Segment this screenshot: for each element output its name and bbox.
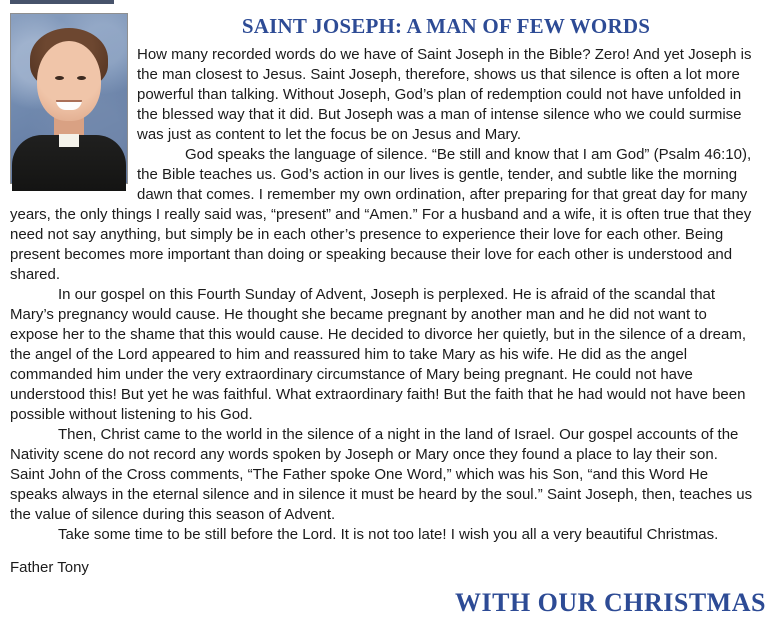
paragraph-5: Take some time to be still before the Lord. It is not too late! I wish you all a very beautiful Christmas. xyxy=(58,526,719,543)
photo-eye-left xyxy=(55,76,64,80)
priest-portrait-photo xyxy=(10,13,128,184)
paragraph-3: In our gospel on this Fourth Sunday of Advent, Joseph is perplexed. He is afraid of the scandal that Mary’s pregnancy would cause. He thought she became pregnant by another man and he did not want to expose her to the shame that this would cause. He decided to divorce her quietly, but in the silence of a dream, the angel of the Lord appeared to him and reassured him to take Mary as his wife. He did as the angel commanded him under the very extraordinary circumstance of Mary being pregnant. He could not have understood this! But yet he was faithful. What extraordinary faith! But the faith that he had would not have been possible without listening to his God. xyxy=(10,286,746,423)
photo-clerical-collar xyxy=(59,134,79,147)
article-title: SAINT JOSEPH: A MAN OF FEW WORDS xyxy=(241,14,651,38)
paragraph-1: How many recorded words do we have of Saint Joseph in the Bible? Zero! And yet Joseph is the man closest to Jesus. Saint Joseph, therefore, shows us that silence is often a lot more powerful than talking. Without Joseph, God’s plan of redemption could not have unfolded in the blessed way that it did. But Joseph was a man of intense silence who we could surmise was just as content to let the focus be on Jesus and Mary. xyxy=(137,46,752,143)
cutoff-bottom-headline: WITH OUR CHRISTMAS xyxy=(455,588,766,617)
paragraph-2: God speaks the language of silence. “Be still and know that I am God” (Psalm 46:10), the Bible teaches us. God’s action in our lives is gentle, tender, and subtle like the morning dawn that comes. I remember my own ordination, after preparing for that great day for many years, the only things I really said was, “present” and “Amen.” For a husband and a wife, it is often true that they need not say anything, but simply be in each other’s presence to experience their love for each other. Being present becomes more important than doing or speaking because their love for each other is understood and shared. xyxy=(10,146,752,283)
signature: Father Tony xyxy=(10,559,89,576)
photo-eye-right xyxy=(77,76,86,80)
paragraph-4: Then, Christ came to the world in the silence of a night in the land of Israel. Our gospel accounts of the Nativity scene do not record any words spoken by Joseph or Mary once they found a place to lay their son. Saint John of the Cross comments, “The Father spoke One Word,” which was his Son, “and this Word He speaks always in the eternal silence and in silence it must be heard by the soul.” Saint Joseph, then, teaches us the value of silence during this season of Advent. xyxy=(10,426,753,523)
